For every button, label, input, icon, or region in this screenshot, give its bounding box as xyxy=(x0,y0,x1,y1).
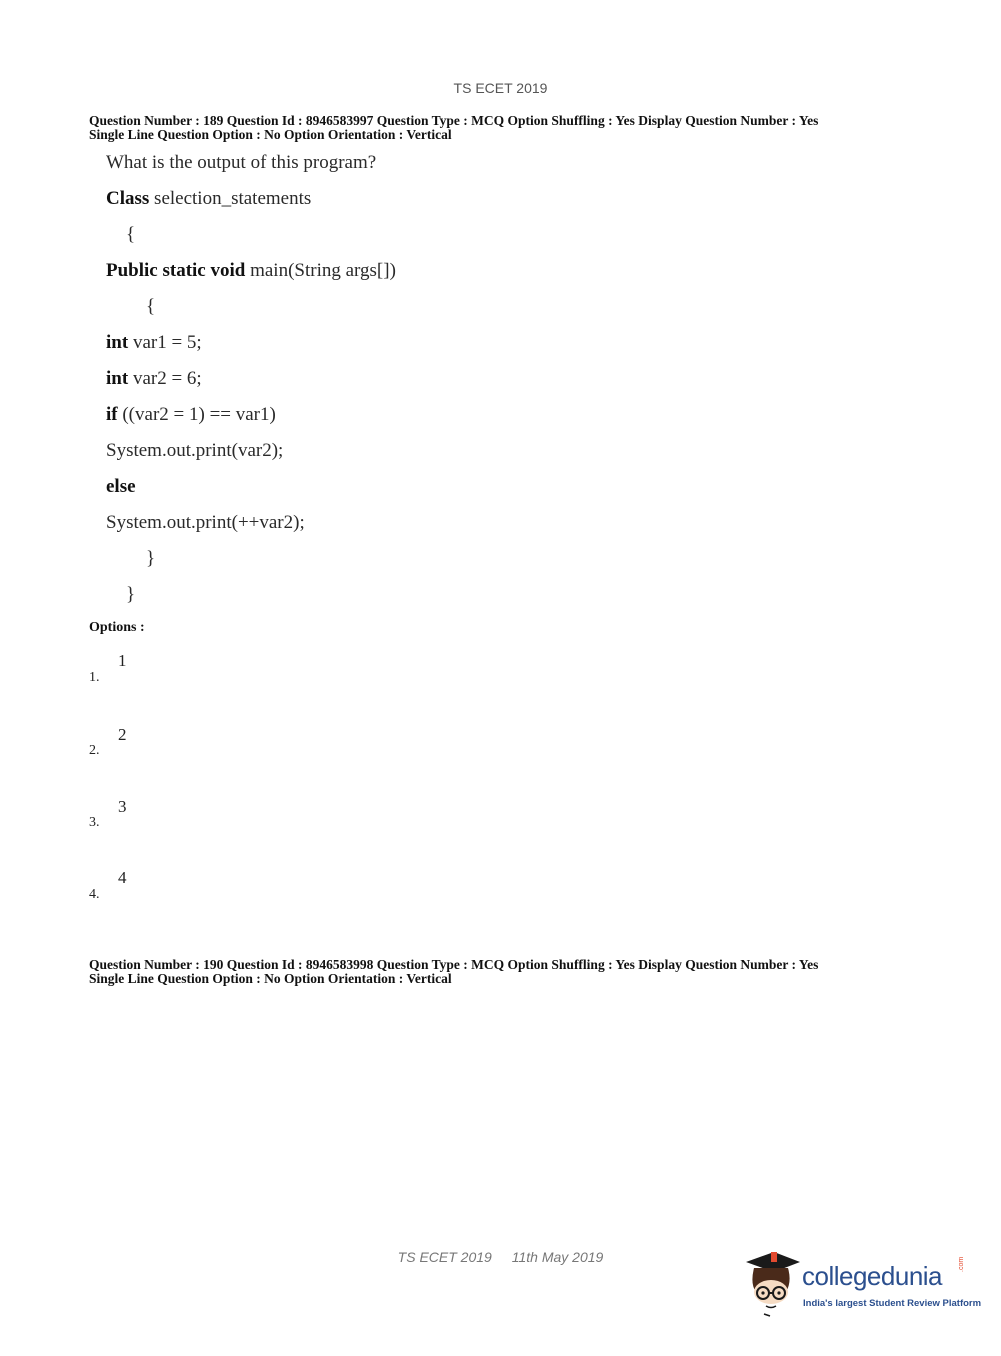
code-line-2: { xyxy=(126,224,136,245)
option-3-number: 3. xyxy=(89,815,100,830)
code-text: main(String args[]) xyxy=(245,260,396,281)
footer-exam: TS ECET 2019 xyxy=(397,1249,492,1265)
code-text: var1 = 5; xyxy=(128,332,202,353)
logo-tagline: India's largest Student Review Platform xyxy=(803,1298,982,1309)
code-line-3 xyxy=(106,260,396,282)
footer-date: 11th May 2019 xyxy=(511,1249,604,1265)
code-line-10: System.out.print(++var2); xyxy=(106,512,305,533)
question-prompt: What is the output of this program? xyxy=(106,152,377,173)
code-keyword: else xyxy=(106,476,136,497)
code-keyword: int xyxy=(106,368,129,389)
option-2-value: 2 xyxy=(118,725,127,744)
code-text: selection_statements xyxy=(149,188,312,209)
code-line-4: { xyxy=(146,296,156,317)
code-line-11: } xyxy=(146,548,156,569)
option-4-value: 4 xyxy=(118,868,127,887)
question-189-meta-line1: Question Number : 189 Question Id : 8946583997 Question Type : MCQ Option Shuffling : Yes Display Question Number : Yes xyxy=(89,113,819,128)
code-line-5 xyxy=(106,332,202,354)
code-line-8: System.out.print(var2); xyxy=(106,440,284,461)
collegedunia-mascot-icon xyxy=(740,1248,804,1320)
options-label: Options : xyxy=(89,620,145,635)
code-text: ((var2 = 1) == var1) xyxy=(117,404,276,425)
question-190-meta-line1: Question Number : 190 Question Id : 8946583998 Question Type : MCQ Option Shuffling : Yes Display Question Number : Yes xyxy=(89,957,819,972)
code-text: var2 = 6; xyxy=(128,368,202,389)
page-header: TS ECET 2019 xyxy=(453,80,548,96)
code-line-6 xyxy=(106,368,202,390)
option-3-value: 3 xyxy=(118,797,127,816)
code-keyword: Class xyxy=(106,188,150,209)
option-4-number: 4. xyxy=(89,887,100,902)
code-keyword: int xyxy=(106,332,129,353)
code-keyword: if xyxy=(106,404,118,425)
code-line-1 xyxy=(106,188,311,210)
logo-suffix: .com xyxy=(958,1256,965,1272)
option-2-number: 2. xyxy=(89,743,100,758)
code-line-7 xyxy=(106,404,276,426)
code-line-12: } xyxy=(126,584,136,605)
code-keyword: Public static void xyxy=(106,260,246,281)
option-1-number: 1. xyxy=(89,670,100,685)
option-1-value: 1 xyxy=(118,651,127,670)
code-line-9 xyxy=(106,476,136,498)
logo-wordmark: collegedunia xyxy=(802,1261,943,1291)
question-189-meta-line2: Single Line Question Option : No Option Orientation : Vertical xyxy=(89,127,452,142)
question-190-meta-line2: Single Line Question Option : No Option Orientation : Vertical xyxy=(89,971,452,986)
